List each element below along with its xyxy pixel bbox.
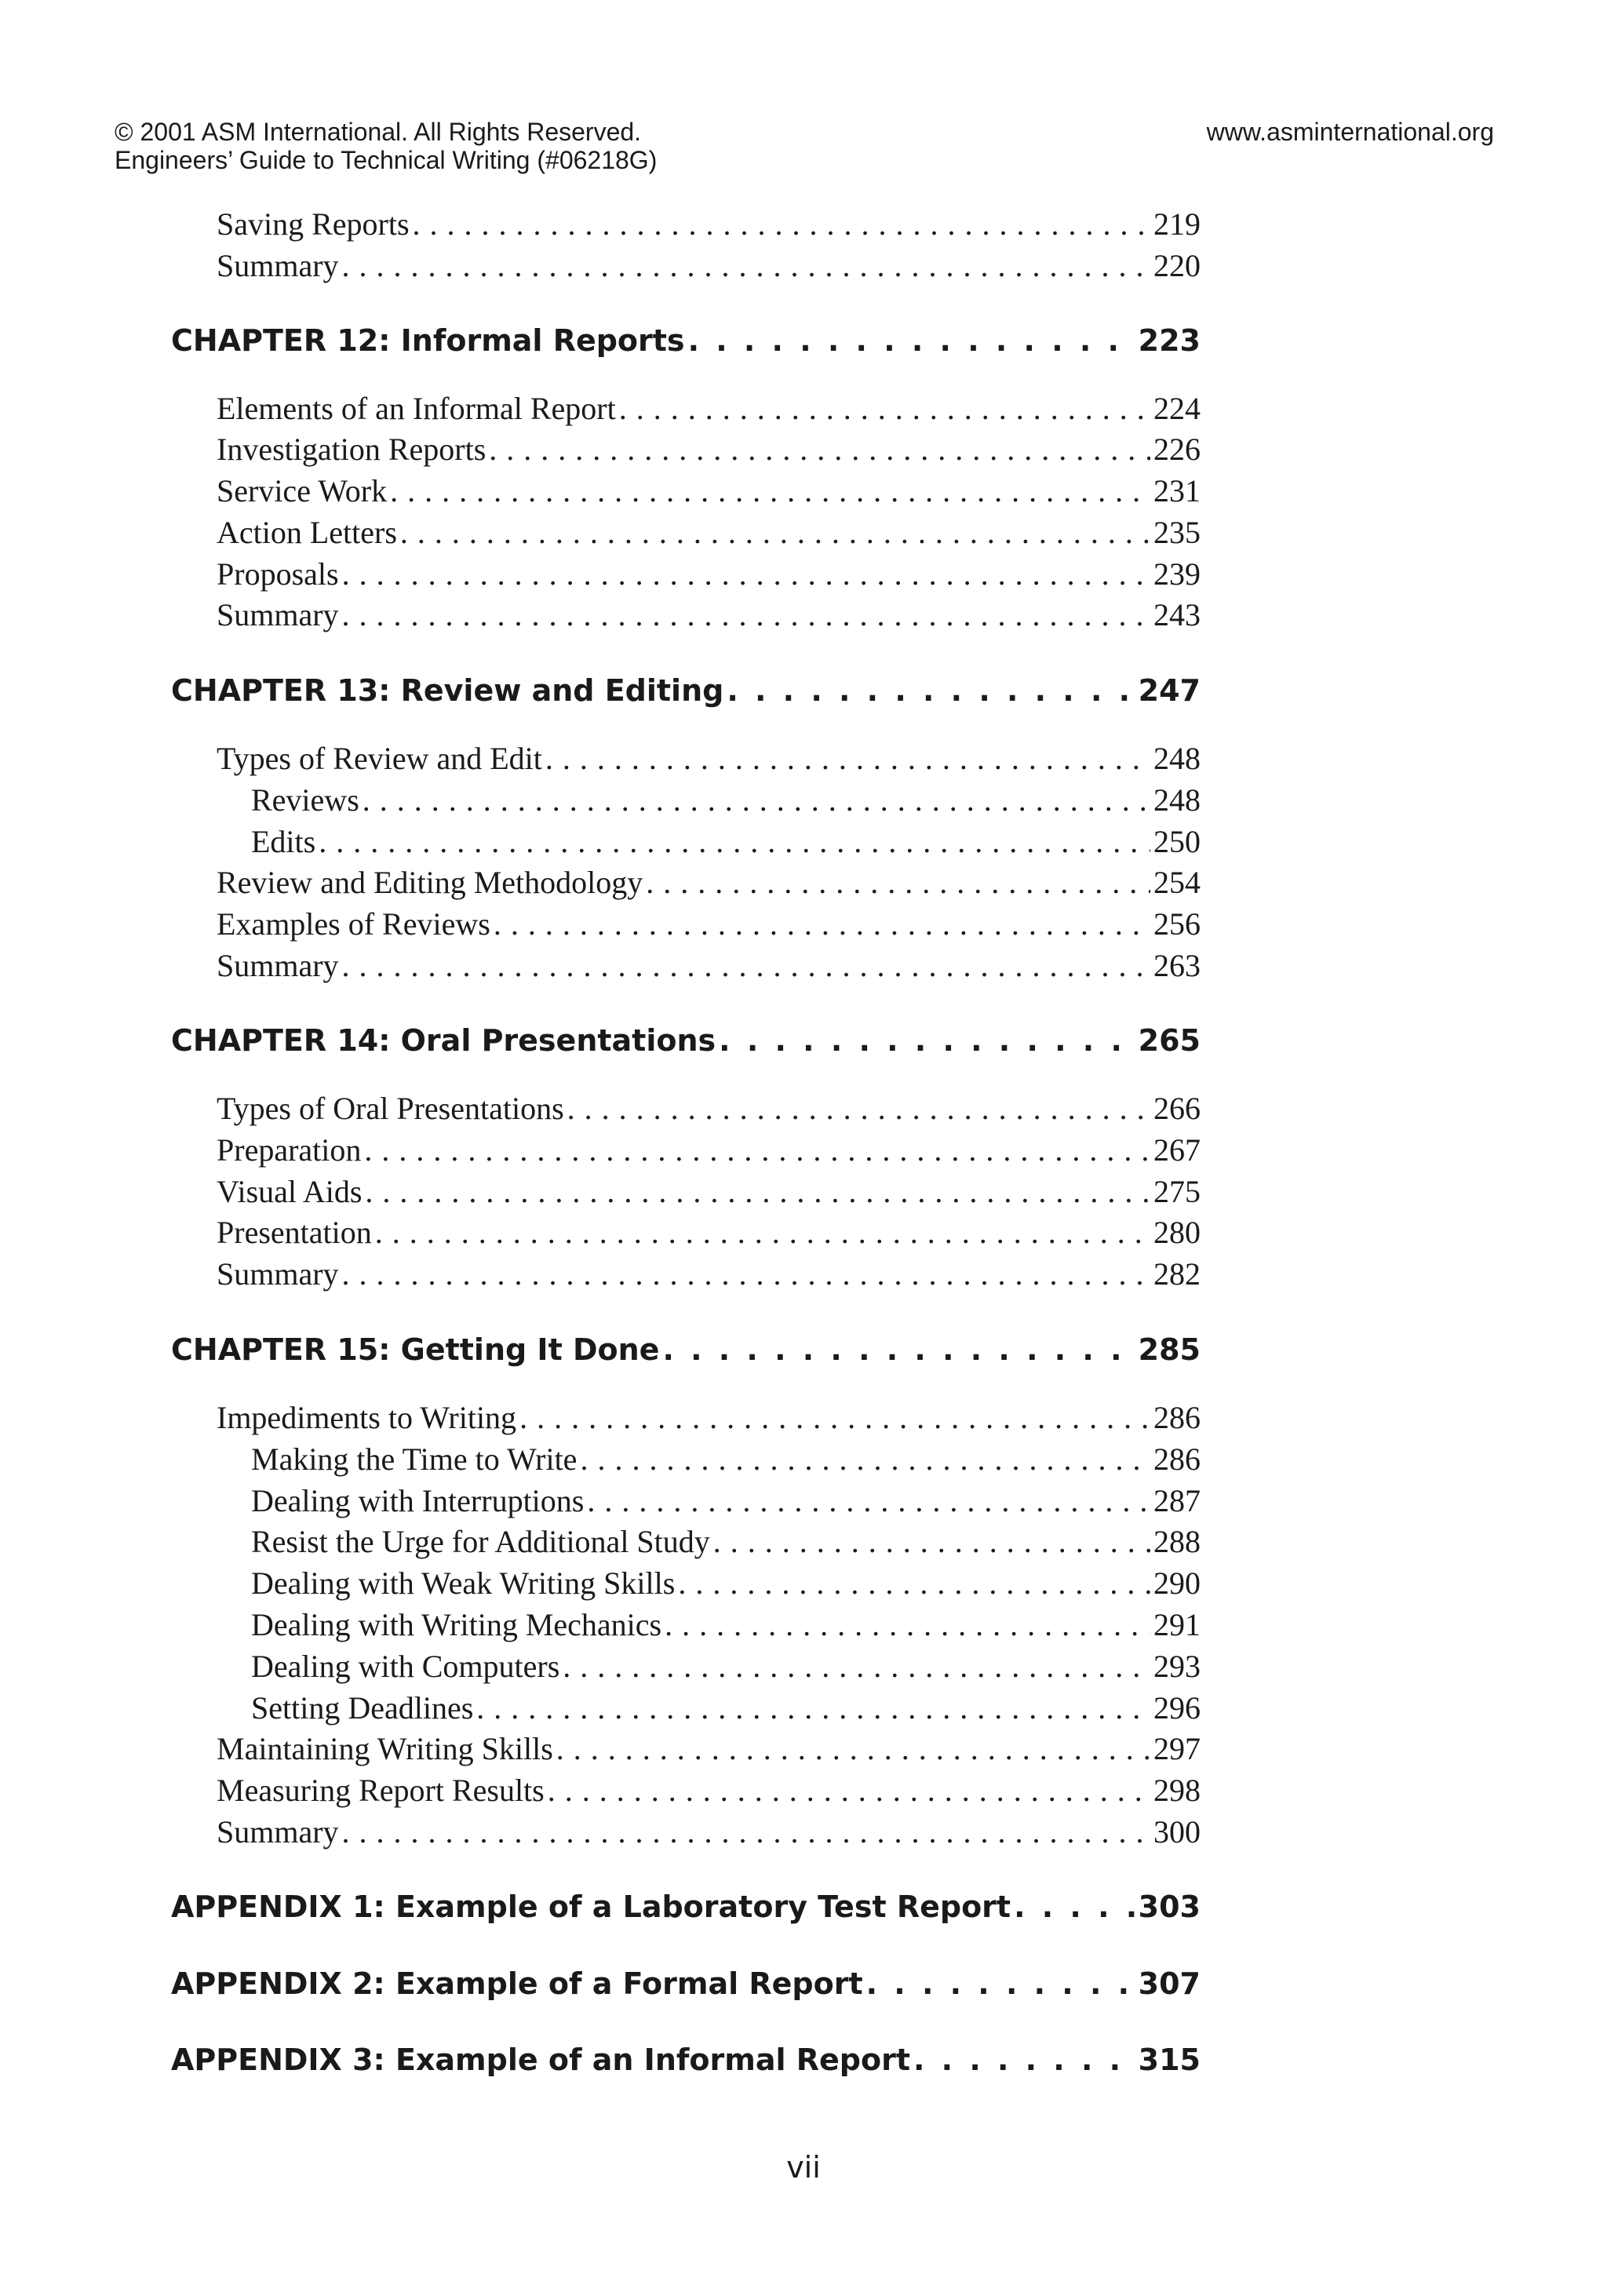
toc-entry-page: 297 [1153,1731,1201,1766]
toc-entry-page: 223 [1138,323,1201,358]
toc-chapter-entry [171,1331,1201,1368]
toc-section-entry [217,1399,1201,1437]
leader-dots [476,1689,1150,1727]
toc-entry-title: Resist the Urge for Additional Study [251,1524,710,1559]
toc-entry-title: Dealing with Interruptions [251,1483,585,1518]
toc-entry-page: 226 [1153,432,1201,467]
toc-section-entry [251,1648,1201,1686]
toc-entry-page: 239 [1153,556,1201,592]
toc-entry-page: 243 [1153,597,1201,632]
toc-entry-page: 288 [1153,1524,1201,1559]
leader-dots [342,1813,1150,1851]
toc-entry-title: CHAPTER 14: Oral Presentations [171,1023,716,1058]
toc-entry-title: Action Letters [217,515,397,550]
leader-dots [400,514,1150,552]
leader-dots [319,823,1150,861]
toc-entry-page: 220 [1153,248,1201,283]
leader-dots [375,1214,1150,1252]
toc-entry-page: 287 [1153,1483,1201,1518]
toc-entry-title: Preparation [217,1132,362,1168]
leader-dots [713,1523,1150,1561]
toc-section-entry [217,431,1201,468]
toc-entry-title: Setting Deadlines [251,1690,474,1726]
toc-section-entry [217,596,1201,634]
toc-entry-page: 266 [1153,1091,1201,1126]
toc-entry-title: APPENDIX 1: Example of a Laboratory Test Report [171,1890,1011,1924]
toc-section-entry [217,1132,1201,1169]
toc-entry-page: 280 [1153,1215,1201,1250]
leader-dots [913,2041,1135,2079]
toc-entry-page: 247 [1138,673,1201,708]
leader-dots [556,1730,1150,1768]
toc-entry-title: Dealing with Writing Mechanics [251,1607,662,1642]
toc-entry-title: CHAPTER 13: Review and Editing [171,673,724,708]
toc-chapter-entry [171,2041,1201,2079]
toc-section-entry [217,1090,1201,1128]
toc-chapter-entry [171,672,1201,709]
toc-section-entry [251,1523,1201,1561]
leader-dots [342,1256,1150,1293]
toc-entry-page: 250 [1153,824,1201,859]
toc-entry-page: 282 [1153,1256,1201,1292]
toc-entry-page: 219 [1153,206,1201,242]
toc-entry-title: Examples of Reviews [217,906,490,942]
leader-dots [489,431,1150,468]
toc-entry-title: Types of Oral Presentations [217,1091,564,1126]
toc-section-entry [251,1482,1201,1520]
toc-entry-title: Types of Review and Edit [217,741,542,776]
toc-entry-title: CHAPTER 15: Getting It Done [171,1332,660,1367]
toc-section-entry [217,1214,1201,1252]
toc-entry-page: 286 [1153,1400,1201,1435]
toc-section-entry [217,864,1201,902]
toc-entry-title: Summary [217,597,339,632]
toc-section-entry [251,823,1201,861]
leader-dots [688,322,1135,359]
toc-entry-title: Maintaining Writing Skills [217,1731,553,1766]
leader-dots [1014,1888,1135,1926]
toc-section-entry [217,514,1201,552]
toc-chapter-entry [171,1022,1201,1059]
toc-section-entry [217,906,1201,943]
leader-dots [727,672,1135,709]
leader-dots [619,390,1150,428]
leader-dots [719,1022,1135,1059]
leader-dots [365,1173,1150,1211]
toc-entry-page: 290 [1153,1565,1201,1601]
toc-section-entry [251,1689,1201,1727]
publisher-website: www.asminternational.org [1206,118,1494,146]
leader-dots [413,206,1150,243]
leader-dots [342,247,1150,285]
toc-chapter-entry [171,322,1201,359]
leader-dots [662,1331,1135,1368]
toc-section-entry [217,390,1201,428]
toc-entry-title: Review and Editing Methodology [217,865,643,900]
toc-section-entry [217,206,1201,243]
toc-entry-page: 291 [1153,1607,1201,1642]
toc-chapter-entry [171,1888,1201,1926]
toc-section-entry [251,1441,1201,1478]
leader-dots [548,1772,1150,1809]
toc-entry-title: Making the Time to Write [251,1441,578,1477]
toc-entry-page: 275 [1153,1174,1201,1209]
toc-section-entry [217,1813,1201,1851]
toc-entry-title: Summary [217,248,339,283]
page-header [115,118,1494,174]
header-row [115,146,1494,174]
toc-section-entry [217,1173,1201,1211]
toc-entry-title: Summary [217,1814,339,1850]
toc-entry-page: 235 [1153,515,1201,550]
toc-entry-title: Proposals [217,556,339,592]
leader-dots [390,472,1150,510]
toc-section-entry [217,247,1201,285]
leader-dots [563,1648,1150,1686]
toc-entry-title: Saving Reports [217,206,410,242]
toc-entry-title: Dealing with Computers [251,1649,560,1684]
toc-entry-title: Visual Aids [217,1174,363,1209]
toc-entry-page: 303 [1138,1890,1201,1924]
toc-entry-title: CHAPTER 12: Informal Reports [171,323,685,358]
toc-entry-title: Service Work [217,473,388,508]
toc-entry-page: 298 [1153,1773,1201,1808]
toc-section-entry [251,1606,1201,1644]
leader-dots [678,1565,1150,1602]
toc-section-entry [217,1772,1201,1809]
toc-entry-title: Summary [217,1256,339,1292]
leader-dots [665,1606,1150,1644]
leader-dots [545,740,1150,778]
toc-entry-page: 315 [1138,2043,1201,2077]
leader-dots [580,1441,1150,1478]
toc-section-entry [217,1730,1201,1768]
toc-entry-page: 254 [1153,865,1201,900]
toc-entry-page: 307 [1138,1966,1201,2001]
toc-section-entry [217,472,1201,510]
toc-entry-page: 300 [1153,1814,1201,1850]
toc-entry-title: Measuring Report Results [217,1773,545,1808]
toc-section-entry [217,556,1201,593]
toc-entry-page: 224 [1153,391,1201,426]
toc-entry-title: Elements of an Informal Report [217,391,616,426]
toc-chapter-entry [171,1965,1201,2003]
toc-section-entry [217,1256,1201,1293]
leader-dots [342,596,1150,634]
toc-section-entry [217,740,1201,778]
toc-section-entry [217,947,1201,985]
toc-entry-title: Summary [217,948,339,983]
leader-dots [364,1132,1150,1169]
toc-entry-title: Presentation [217,1215,372,1250]
header-row [115,118,1494,146]
toc-entry-title: APPENDIX 3: Example of an Informal Report [171,2043,910,2077]
book-title: Engineers’ Guide to Technical Writing (#06218G) [115,146,658,174]
toc-entry-page: 263 [1153,948,1201,983]
toc-entry-page: 285 [1138,1332,1201,1367]
leader-dots [587,1482,1150,1520]
toc-entry-title: Impediments to Writing [217,1400,517,1435]
leader-dots [342,947,1150,985]
page-number: vii [786,2150,821,2185]
leader-dots [494,906,1150,943]
copyright-notice: © 2001 ASM International. All Rights Reserved. [115,118,642,146]
toc-entry-title: Dealing with Weak Writing Skills [251,1565,676,1601]
toc-entry-page: 248 [1153,741,1201,776]
toc-section-entry [251,1565,1201,1602]
toc-entry-page: 286 [1153,1441,1201,1477]
toc-entry-page: 256 [1153,906,1201,942]
leader-dots [646,864,1150,902]
toc-entry-title: APPENDIX 2: Example of a Formal Report [171,1966,863,2001]
leader-dots [866,1965,1135,2003]
toc-entry-title: Investigation Reports [217,432,486,467]
toc-entry-title: Reviews [251,782,359,818]
leader-dots [342,556,1150,593]
leader-dots [363,782,1150,819]
toc-entry-page: 293 [1153,1649,1201,1684]
leader-dots [519,1399,1150,1437]
toc-entry-page: 265 [1138,1023,1201,1058]
leader-dots [567,1090,1150,1128]
toc-entry-page: 267 [1153,1132,1201,1168]
toc-entry-page: 296 [1153,1690,1201,1726]
toc-entry-page: 231 [1153,473,1201,508]
toc-entry-page: 248 [1153,782,1201,818]
toc-entry-title: Edits [251,824,316,859]
toc-section-entry [251,782,1201,819]
